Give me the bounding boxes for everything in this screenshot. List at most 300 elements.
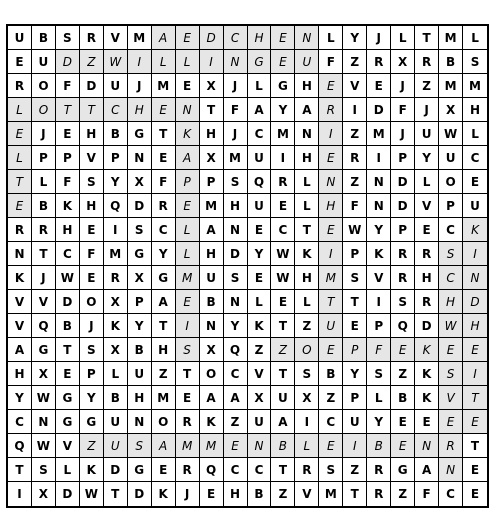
grid-cell[interactable]: W bbox=[32, 386, 56, 410]
grid-cell[interactable]: H bbox=[80, 122, 104, 146]
grid-cell[interactable]: A bbox=[176, 146, 200, 170]
grid-cell[interactable]: W bbox=[271, 266, 295, 290]
grid-cell[interactable]: Z bbox=[343, 122, 367, 146]
grid-cell[interactable]: F bbox=[152, 170, 176, 194]
grid-cell[interactable]: S bbox=[224, 170, 248, 194]
grid-cell[interactable]: N bbox=[224, 50, 248, 74]
grid-cell[interactable]: C bbox=[439, 218, 463, 242]
grid-cell[interactable]: H bbox=[248, 26, 272, 50]
grid-cell[interactable]: P bbox=[176, 170, 200, 194]
grid-cell[interactable]: V bbox=[32, 290, 56, 314]
grid-cell[interactable]: A bbox=[152, 434, 176, 458]
grid-cell[interactable]: K bbox=[56, 194, 80, 218]
grid-cell[interactable]: Z bbox=[343, 458, 367, 482]
grid-cell[interactable]: E bbox=[56, 362, 80, 386]
grid-cell[interactable]: U bbox=[200, 266, 224, 290]
grid-cell[interactable]: F bbox=[56, 74, 80, 98]
grid-cell[interactable]: B bbox=[200, 290, 224, 314]
grid-cell[interactable]: C bbox=[463, 146, 487, 170]
grid-cell[interactable]: V bbox=[80, 146, 104, 170]
grid-cell[interactable]: E bbox=[271, 290, 295, 314]
grid-cell[interactable]: T bbox=[56, 338, 80, 362]
grid-cell[interactable]: J bbox=[391, 122, 415, 146]
grid-cell[interactable]: A bbox=[200, 386, 224, 410]
grid-cell[interactable]: E bbox=[271, 194, 295, 218]
grid-cell[interactable]: H bbox=[319, 194, 343, 218]
grid-cell[interactable]: T bbox=[8, 170, 32, 194]
grid-cell[interactable]: N bbox=[224, 218, 248, 242]
grid-cell[interactable]: N bbox=[224, 290, 248, 314]
grid-cell[interactable]: J bbox=[32, 122, 56, 146]
grid-cell[interactable]: E bbox=[200, 482, 224, 506]
grid-cell[interactable]: S bbox=[391, 290, 415, 314]
grid-cell[interactable]: G bbox=[152, 266, 176, 290]
grid-cell[interactable]: E bbox=[152, 98, 176, 122]
grid-cell[interactable]: C bbox=[56, 242, 80, 266]
grid-cell[interactable]: H bbox=[415, 266, 439, 290]
grid-cell[interactable]: K bbox=[176, 122, 200, 146]
grid-cell[interactable]: E bbox=[463, 338, 487, 362]
grid-cell[interactable]: I bbox=[104, 218, 128, 242]
grid-cell[interactable]: B bbox=[32, 26, 56, 50]
grid-cell[interactable]: D bbox=[128, 194, 152, 218]
grid-cell[interactable]: H bbox=[463, 314, 487, 338]
grid-cell[interactable]: T bbox=[56, 98, 80, 122]
grid-cell[interactable]: T bbox=[463, 386, 487, 410]
grid-cell[interactable]: P bbox=[343, 386, 367, 410]
grid-cell[interactable]: E bbox=[439, 338, 463, 362]
grid-cell[interactable]: N bbox=[367, 170, 391, 194]
grid-cell[interactable]: S bbox=[80, 170, 104, 194]
grid-cell[interactable]: Y bbox=[367, 218, 391, 242]
grid-cell[interactable]: U bbox=[319, 314, 343, 338]
grid-cell[interactable]: A bbox=[224, 386, 248, 410]
grid-cell[interactable]: R bbox=[343, 146, 367, 170]
grid-cell[interactable]: Z bbox=[224, 410, 248, 434]
grid-cell[interactable]: E bbox=[248, 266, 272, 290]
grid-cell[interactable]: S bbox=[463, 50, 487, 74]
grid-cell[interactable]: E bbox=[176, 74, 200, 98]
grid-cell[interactable]: L bbox=[248, 290, 272, 314]
grid-cell[interactable]: Y bbox=[128, 314, 152, 338]
grid-cell[interactable]: E bbox=[80, 266, 104, 290]
grid-cell[interactable]: B bbox=[271, 434, 295, 458]
grid-cell[interactable]: Z bbox=[271, 482, 295, 506]
grid-cell[interactable]: C bbox=[319, 410, 343, 434]
grid-cell[interactable]: R bbox=[152, 194, 176, 218]
grid-cell[interactable]: L bbox=[295, 194, 319, 218]
grid-cell[interactable]: H bbox=[295, 146, 319, 170]
grid-cell[interactable]: X bbox=[104, 338, 128, 362]
grid-cell[interactable]: Y bbox=[224, 314, 248, 338]
grid-cell[interactable]: P bbox=[367, 314, 391, 338]
grid-cell[interactable]: S bbox=[367, 362, 391, 386]
grid-cell[interactable]: S bbox=[224, 266, 248, 290]
grid-cell[interactable]: W bbox=[439, 122, 463, 146]
grid-cell[interactable]: L bbox=[32, 170, 56, 194]
grid-cell[interactable]: D bbox=[56, 482, 80, 506]
grid-cell[interactable]: I bbox=[367, 146, 391, 170]
grid-cell[interactable]: X bbox=[391, 50, 415, 74]
grid-cell[interactable]: G bbox=[128, 122, 152, 146]
grid-cell[interactable]: R bbox=[8, 74, 32, 98]
grid-cell[interactable]: D bbox=[128, 482, 152, 506]
grid-cell[interactable]: T bbox=[152, 314, 176, 338]
grid-cell[interactable]: T bbox=[463, 434, 487, 458]
grid-cell[interactable]: X bbox=[200, 338, 224, 362]
grid-cell[interactable]: L bbox=[391, 26, 415, 50]
grid-cell[interactable]: H bbox=[152, 338, 176, 362]
grid-cell[interactable]: T bbox=[271, 458, 295, 482]
grid-cell[interactable]: D bbox=[80, 74, 104, 98]
grid-cell[interactable]: B bbox=[128, 338, 152, 362]
grid-cell[interactable]: A bbox=[248, 98, 272, 122]
grid-cell[interactable]: B bbox=[248, 482, 272, 506]
grid-cell[interactable]: D bbox=[391, 194, 415, 218]
grid-cell[interactable]: O bbox=[439, 170, 463, 194]
grid-cell[interactable]: W bbox=[104, 50, 128, 74]
grid-cell[interactable]: M bbox=[176, 434, 200, 458]
grid-cell[interactable]: F bbox=[319, 50, 343, 74]
grid-cell[interactable]: S bbox=[319, 458, 343, 482]
grid-cell[interactable]: I bbox=[176, 314, 200, 338]
grid-cell[interactable]: R bbox=[8, 218, 32, 242]
grid-cell[interactable]: E bbox=[391, 338, 415, 362]
grid-cell[interactable]: A bbox=[271, 410, 295, 434]
grid-cell[interactable]: K bbox=[415, 362, 439, 386]
grid-cell[interactable]: E bbox=[176, 290, 200, 314]
grid-cell[interactable]: H bbox=[200, 242, 224, 266]
grid-cell[interactable]: L bbox=[104, 362, 128, 386]
grid-cell[interactable]: Y bbox=[271, 98, 295, 122]
grid-cell[interactable]: J bbox=[367, 26, 391, 50]
grid-cell[interactable]: Q bbox=[8, 434, 32, 458]
grid-cell[interactable]: P bbox=[391, 218, 415, 242]
grid-cell[interactable]: B bbox=[319, 362, 343, 386]
grid-cell[interactable]: V bbox=[8, 290, 32, 314]
grid-cell[interactable]: Z bbox=[391, 482, 415, 506]
grid-cell[interactable]: N bbox=[295, 122, 319, 146]
grid-cell[interactable]: T bbox=[104, 482, 128, 506]
grid-cell[interactable]: Z bbox=[80, 50, 104, 74]
grid-cell[interactable]: S bbox=[439, 242, 463, 266]
grid-cell[interactable]: O bbox=[295, 338, 319, 362]
grid-cell[interactable]: H bbox=[224, 482, 248, 506]
grid-cell[interactable]: E bbox=[152, 458, 176, 482]
grid-cell[interactable]: G bbox=[56, 410, 80, 434]
grid-cell[interactable]: C bbox=[439, 266, 463, 290]
grid-cell[interactable]: Z bbox=[295, 314, 319, 338]
grid-cell[interactable]: D bbox=[463, 290, 487, 314]
grid-cell[interactable]: U bbox=[128, 362, 152, 386]
grid-cell[interactable]: G bbox=[248, 50, 272, 74]
grid-cell[interactable]: P bbox=[104, 146, 128, 170]
grid-cell[interactable]: R bbox=[415, 242, 439, 266]
grid-cell[interactable]: R bbox=[319, 98, 343, 122]
grid-cell[interactable]: M bbox=[463, 74, 487, 98]
grid-cell[interactable]: O bbox=[152, 410, 176, 434]
grid-cell[interactable]: N bbox=[128, 146, 152, 170]
grid-cell[interactable]: X bbox=[295, 386, 319, 410]
grid-cell[interactable]: H bbox=[200, 122, 224, 146]
grid-cell[interactable]: A bbox=[200, 218, 224, 242]
grid-cell[interactable]: G bbox=[32, 338, 56, 362]
grid-cell[interactable]: U bbox=[415, 122, 439, 146]
grid-cell[interactable]: R bbox=[415, 50, 439, 74]
grid-cell[interactable]: D bbox=[56, 50, 80, 74]
grid-cell[interactable]: A bbox=[295, 98, 319, 122]
grid-cell[interactable]: U bbox=[8, 26, 32, 50]
grid-cell[interactable]: J bbox=[224, 74, 248, 98]
grid-cell[interactable]: J bbox=[176, 482, 200, 506]
grid-cell[interactable]: Q bbox=[32, 314, 56, 338]
grid-cell[interactable]: L bbox=[8, 146, 32, 170]
grid-cell[interactable]: W bbox=[271, 242, 295, 266]
grid-cell[interactable]: E bbox=[271, 50, 295, 74]
grid-cell[interactable]: Z bbox=[271, 338, 295, 362]
grid-cell[interactable]: X bbox=[439, 98, 463, 122]
grid-cell[interactable]: G bbox=[80, 410, 104, 434]
grid-cell[interactable]: H bbox=[224, 194, 248, 218]
grid-cell[interactable]: T bbox=[176, 362, 200, 386]
grid-cell[interactable]: L bbox=[176, 242, 200, 266]
grid-cell[interactable]: Y bbox=[415, 146, 439, 170]
grid-cell[interactable]: Y bbox=[104, 170, 128, 194]
grid-cell[interactable]: W bbox=[80, 482, 104, 506]
grid-cell[interactable]: U bbox=[248, 194, 272, 218]
grid-cell[interactable]: P bbox=[391, 146, 415, 170]
grid-cell[interactable]: B bbox=[391, 386, 415, 410]
grid-cell[interactable]: E bbox=[80, 218, 104, 242]
grid-cell[interactable]: E bbox=[391, 410, 415, 434]
grid-cell[interactable]: X bbox=[32, 482, 56, 506]
grid-cell[interactable]: I bbox=[8, 482, 32, 506]
grid-cell[interactable]: S bbox=[295, 362, 319, 386]
grid-cell[interactable]: Z bbox=[415, 74, 439, 98]
grid-cell[interactable]: E bbox=[415, 218, 439, 242]
grid-cell[interactable]: I bbox=[200, 50, 224, 74]
grid-cell[interactable]: M bbox=[319, 266, 343, 290]
grid-cell[interactable]: U bbox=[248, 146, 272, 170]
grid-cell[interactable]: C bbox=[248, 458, 272, 482]
grid-cell[interactable]: E bbox=[271, 26, 295, 50]
grid-cell[interactable]: M bbox=[271, 122, 295, 146]
grid-cell[interactable]: U bbox=[295, 50, 319, 74]
grid-cell[interactable]: K bbox=[415, 338, 439, 362]
grid-cell[interactable]: T bbox=[8, 458, 32, 482]
grid-cell[interactable]: G bbox=[56, 386, 80, 410]
grid-cell[interactable]: O bbox=[80, 290, 104, 314]
grid-cell[interactable]: M bbox=[319, 482, 343, 506]
grid-cell[interactable]: E bbox=[56, 122, 80, 146]
grid-cell[interactable]: X bbox=[104, 290, 128, 314]
grid-cell[interactable]: F bbox=[56, 170, 80, 194]
grid-cell[interactable]: N bbox=[128, 410, 152, 434]
grid-cell[interactable]: K bbox=[104, 314, 128, 338]
grid-cell[interactable]: J bbox=[391, 74, 415, 98]
grid-cell[interactable]: U bbox=[104, 410, 128, 434]
grid-cell[interactable]: H bbox=[128, 386, 152, 410]
grid-cell[interactable]: M bbox=[200, 434, 224, 458]
grid-cell[interactable]: V bbox=[343, 74, 367, 98]
grid-cell[interactable]: W bbox=[32, 434, 56, 458]
grid-cell[interactable]: E bbox=[8, 50, 32, 74]
grid-cell[interactable]: N bbox=[32, 410, 56, 434]
grid-cell[interactable]: U bbox=[343, 410, 367, 434]
grid-cell[interactable]: E bbox=[367, 74, 391, 98]
grid-cell[interactable]: F bbox=[224, 98, 248, 122]
grid-cell[interactable]: R bbox=[104, 266, 128, 290]
grid-cell[interactable]: I bbox=[128, 50, 152, 74]
grid-cell[interactable]: V bbox=[415, 194, 439, 218]
grid-cell[interactable]: V bbox=[56, 434, 80, 458]
grid-cell[interactable]: S bbox=[176, 338, 200, 362]
grid-cell[interactable]: A bbox=[152, 290, 176, 314]
grid-cell[interactable]: K bbox=[415, 386, 439, 410]
grid-cell[interactable]: D bbox=[391, 170, 415, 194]
grid-cell[interactable]: Z bbox=[343, 170, 367, 194]
grid-cell[interactable]: J bbox=[224, 122, 248, 146]
grid-cell[interactable]: M bbox=[439, 74, 463, 98]
grid-cell[interactable]: Z bbox=[391, 362, 415, 386]
grid-cell[interactable]: T bbox=[295, 218, 319, 242]
grid-cell[interactable]: X bbox=[248, 386, 272, 410]
grid-cell[interactable]: H bbox=[56, 218, 80, 242]
grid-cell[interactable]: Z bbox=[80, 434, 104, 458]
grid-cell[interactable]: B bbox=[56, 314, 80, 338]
grid-cell[interactable]: S bbox=[80, 338, 104, 362]
grid-cell[interactable]: E bbox=[8, 194, 32, 218]
grid-cell[interactable]: M bbox=[224, 146, 248, 170]
grid-cell[interactable]: U bbox=[248, 410, 272, 434]
grid-cell[interactable]: Q bbox=[224, 338, 248, 362]
grid-cell[interactable]: A bbox=[8, 338, 32, 362]
grid-cell[interactable]: S bbox=[32, 458, 56, 482]
grid-cell[interactable]: L bbox=[463, 122, 487, 146]
grid-cell[interactable]: R bbox=[391, 242, 415, 266]
grid-cell[interactable]: W bbox=[56, 266, 80, 290]
grid-cell[interactable]: R bbox=[415, 290, 439, 314]
grid-cell[interactable]: F bbox=[391, 98, 415, 122]
grid-cell[interactable]: M bbox=[128, 26, 152, 50]
grid-cell[interactable]: M bbox=[152, 74, 176, 98]
grid-cell[interactable]: F bbox=[415, 482, 439, 506]
grid-cell[interactable]: B bbox=[104, 386, 128, 410]
grid-cell[interactable]: O bbox=[32, 98, 56, 122]
grid-cell[interactable]: R bbox=[391, 266, 415, 290]
grid-cell[interactable]: B bbox=[32, 194, 56, 218]
grid-cell[interactable]: R bbox=[367, 50, 391, 74]
grid-cell[interactable]: I bbox=[367, 290, 391, 314]
grid-cell[interactable]: I bbox=[343, 98, 367, 122]
grid-cell[interactable]: E bbox=[319, 434, 343, 458]
grid-cell[interactable]: D bbox=[415, 314, 439, 338]
grid-cell[interactable]: T bbox=[32, 242, 56, 266]
grid-cell[interactable]: Z bbox=[152, 362, 176, 386]
grid-cell[interactable]: T bbox=[152, 122, 176, 146]
grid-cell[interactable]: E bbox=[176, 386, 200, 410]
grid-cell[interactable]: K bbox=[248, 314, 272, 338]
grid-cell[interactable]: L bbox=[463, 26, 487, 50]
grid-cell[interactable]: U bbox=[32, 50, 56, 74]
grid-cell[interactable]: V bbox=[439, 386, 463, 410]
grid-cell[interactable]: A bbox=[415, 458, 439, 482]
grid-cell[interactable]: N bbox=[176, 98, 200, 122]
grid-cell[interactable]: H bbox=[295, 266, 319, 290]
grid-cell[interactable]: M bbox=[367, 122, 391, 146]
grid-cell[interactable]: Y bbox=[343, 362, 367, 386]
grid-cell[interactable]: Z bbox=[319, 386, 343, 410]
grid-cell[interactable]: R bbox=[271, 170, 295, 194]
grid-cell[interactable]: Q bbox=[200, 458, 224, 482]
grid-cell[interactable]: E bbox=[8, 122, 32, 146]
grid-cell[interactable]: Y bbox=[152, 242, 176, 266]
grid-cell[interactable]: P bbox=[128, 290, 152, 314]
grid-cell[interactable]: E bbox=[176, 194, 200, 218]
grid-cell[interactable]: P bbox=[32, 146, 56, 170]
grid-cell[interactable]: M bbox=[439, 26, 463, 50]
grid-cell[interactable]: E bbox=[319, 338, 343, 362]
grid-cell[interactable]: Q bbox=[391, 314, 415, 338]
grid-cell[interactable]: Y bbox=[248, 242, 272, 266]
grid-cell[interactable]: I bbox=[463, 362, 487, 386]
grid-cell[interactable]: T bbox=[343, 482, 367, 506]
grid-cell[interactable]: Q bbox=[248, 170, 272, 194]
grid-cell[interactable]: J bbox=[80, 314, 104, 338]
grid-cell[interactable]: X bbox=[32, 362, 56, 386]
grid-cell[interactable]: E bbox=[319, 218, 343, 242]
grid-cell[interactable]: N bbox=[319, 170, 343, 194]
grid-cell[interactable]: R bbox=[176, 410, 200, 434]
grid-cell[interactable]: M bbox=[200, 194, 224, 218]
grid-cell[interactable]: F bbox=[367, 338, 391, 362]
grid-cell[interactable]: L bbox=[415, 170, 439, 194]
grid-cell[interactable]: N bbox=[439, 458, 463, 482]
grid-cell[interactable]: S bbox=[56, 26, 80, 50]
grid-cell[interactable]: K bbox=[463, 218, 487, 242]
grid-cell[interactable]: J bbox=[32, 266, 56, 290]
grid-cell[interactable]: T bbox=[200, 98, 224, 122]
grid-cell[interactable]: Z bbox=[343, 50, 367, 74]
grid-cell[interactable]: D bbox=[56, 290, 80, 314]
grid-cell[interactable]: C bbox=[224, 26, 248, 50]
grid-cell[interactable]: G bbox=[271, 74, 295, 98]
grid-cell[interactable]: E bbox=[224, 434, 248, 458]
grid-cell[interactable]: K bbox=[295, 242, 319, 266]
grid-cell[interactable]: M bbox=[104, 242, 128, 266]
grid-cell[interactable]: K bbox=[80, 458, 104, 482]
grid-cell[interactable]: K bbox=[8, 266, 32, 290]
grid-cell[interactable]: L bbox=[367, 386, 391, 410]
grid-cell[interactable]: K bbox=[200, 410, 224, 434]
grid-cell[interactable]: F bbox=[343, 194, 367, 218]
grid-cell[interactable]: H bbox=[80, 194, 104, 218]
grid-cell[interactable]: T bbox=[415, 26, 439, 50]
grid-cell[interactable]: U bbox=[439, 146, 463, 170]
grid-cell[interactable]: F bbox=[80, 242, 104, 266]
grid-cell[interactable]: M bbox=[176, 266, 200, 290]
grid-cell[interactable]: E bbox=[176, 26, 200, 50]
grid-cell[interactable]: P bbox=[200, 170, 224, 194]
grid-cell[interactable]: Q bbox=[104, 194, 128, 218]
grid-cell[interactable]: V bbox=[367, 266, 391, 290]
grid-cell[interactable]: N bbox=[463, 266, 487, 290]
grid-cell[interactable]: D bbox=[200, 26, 224, 50]
grid-cell[interactable]: U bbox=[463, 194, 487, 218]
grid-cell[interactable]: D bbox=[367, 98, 391, 122]
grid-cell[interactable]: I bbox=[295, 410, 319, 434]
grid-cell[interactable]: H bbox=[8, 362, 32, 386]
